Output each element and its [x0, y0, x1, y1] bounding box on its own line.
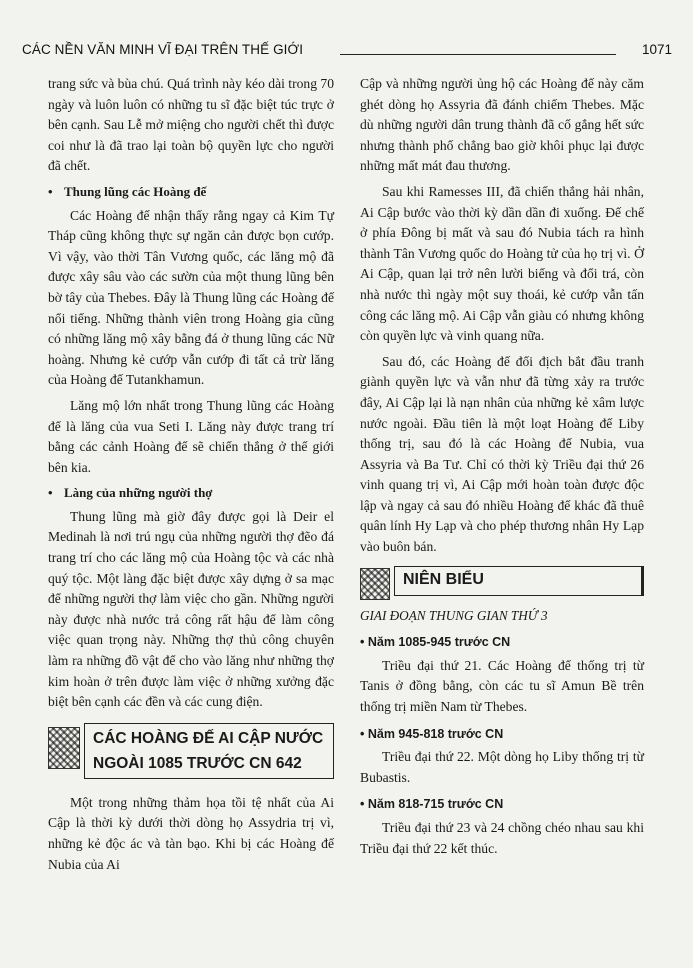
- period-title: GIAI ĐOẠN THUNG GIAN THỨ 3: [360, 607, 548, 623]
- year-heading: • Năm 945-818 trước CN: [360, 726, 504, 741]
- paragraph: Sau khi Ramesses III, đã chiến thắng hải nhân, Ai Cập bước vào thời kỳ dần dần đi xuống. Đế chế ở phía Đông bị mất và sau đó Nubia tách ra hình thành Tân Vương quốc do Hoàng tử của họ trị vì. Ở Ai Cập, quan lại trở nên lười biếng và đổi trá, còn nhà nước thì ngày một suy thoái, kẻ cướp vẫn tấn công các lăng mộ. Ai Cập vẫn giàu có nhưng không còn quyền lực và vinh quang nữa.: [360, 183, 644, 344]
- section-heading: [48, 723, 334, 785]
- paragraph: Thung lũng mà giờ đây được gọi là Deir el Medinah là nơi trú ngụ của những người thợ đẽo đá trang trí cho các lăng mộ của Hoàng tộc và các nhà quý tộc. Một làng đặc biệt được xây dựng ở sa mạc để những người thợ làm việc cho gần. Những người này được nhà nước trả công rất hậu để làm công việc quan trọng này. Những thợ thủ công chuyên làm ra những đồ vật để cho vào lăng như những thợ kim hoàn ở trên được làm việc ở những xưởng đặc biệt bên cạnh các đền và các cung điện.: [48, 508, 334, 710]
- year-heading: • Năm 818-715 trước CN: [360, 797, 504, 812]
- bullet-icon: •: [360, 635, 368, 650]
- paragraph: trang sức và bùa chú. Quá trình này kéo dài trong 70 ngày và luôn luôn có những tu sĩ đặc biệt túc trực ở bên cạnh. Sau Lễ mở miệng cho người chết thì được coi như là đã trao lại toàn bộ quyền lực cho người đã chết.: [48, 76, 334, 174]
- bullet-icon: •: [360, 726, 368, 741]
- left-column: [48, 74, 334, 880]
- paragraph: Triều đại thứ 21. Các Hoàng đế thống trị từ Tanis ở đồng bằng, còn các tu sĩ Amun Bề trên thống trị miền Nam từ Thebes.: [360, 657, 644, 715]
- header-rule: [340, 54, 616, 55]
- paragraph: Các Hoàng đế nhận thấy rằng ngay cả Kim Tự Tháp cũng không thực sự ngăn cản được bọn cướp. Vì vậy, vào thời Tân Vương quốc, các lăng mộ đã được xây sâu vào các sườn của một thung lũng bên bờ tây của Thebes. Đây là Thung lũng các Hoàng đế nổi tiếng. Những thành viên trong Hoàng gia cũng có những lăng mộ xây bằng đá ở thung lũng các Nữ hoàng. Nhưng kẻ cướp vẫn cướp đi tất cả trừ lăng của Hoàng đế Tutankhamun.: [48, 207, 334, 388]
- year-heading: • Năm 1085-945 trước CN: [360, 635, 511, 650]
- paragraph: Một trong những thảm họa tồi tệ nhất của Ai Cập là thời kỳ dưới thời dòng họ Assydria trị vì, những kẻ độc ác và tàn bạo. Khi bị các Hoàng đế Nubia của Ai: [48, 794, 334, 872]
- section-title: CÁC HOÀNG ĐẾ AI CẬP NƯỚC NGOÀI 1085 TRƯỚC CN 642: [84, 723, 334, 779]
- chronology-title: NIÊN BIỂU: [394, 566, 644, 596]
- page-header: [22, 40, 672, 60]
- paragraph: Triều đại thứ 23 và 24 chồng chéo nhau sau khi Triều đại thứ 22 kết thúc.: [360, 820, 644, 856]
- ornament-icon: [360, 568, 390, 600]
- chronology-heading: [360, 566, 644, 602]
- subheading: • Làng của những người thợ: [48, 483, 334, 504]
- paragraph: Cập và những người ủng hộ các Hoàng đế này căm ghét dòng họ Assyria đã đánh chiếm Thebes. Mặc dù những người dân trung thành đã cố gắng hết sức nhưng thành phố chẳng bao giờ khôi phục lại được những mất mát đau thương.: [360, 76, 644, 174]
- paragraph: Lăng mộ lớn nhất trong Thung lũng các Hoàng đế là lăng của vua Seti I. Lăng này được trang trí bằng các cảnh Hoàng đế sẽ chiến thắng ở thế giới bên kia.: [48, 397, 334, 475]
- bullet-icon: •: [48, 485, 53, 501]
- subheading: • Thung lũng các Hoàng đế: [48, 182, 334, 203]
- bullet-icon: •: [48, 183, 53, 199]
- ornament-icon: [48, 727, 80, 769]
- running-title: CÁC NỀN VĂN MINH VĨ ĐẠI TRÊN THẾ GIỚI: [22, 42, 304, 57]
- paragraph: Sau đó, các Hoàng đế đối địch bắt đầu tranh giành quyền lực và vẫn như đã từng xảy ra trước đây, Ai Cập lại là nạn nhân của những kẻ xâm lược nước ngoài. Đầu tiên là một loạt Hoàng đế Liby thống trị, sau đó là các Hoàng đế Nubia, vua Assyria và Ba Tư. Chỉ có thời kỳ Triều đại thứ 26 vinh quang trị vì, Ai Cập mới hoàn toàn được độc lập và ngay cả sau đó nhiều Hoàng đế khác đã thuê quân lính Hy Lạp và cho phép thương nhân Hy Lạp vào buôn bán.: [360, 353, 644, 555]
- bullet-icon: •: [360, 797, 368, 812]
- page-number: 1071: [641, 42, 672, 57]
- right-column: [360, 74, 644, 864]
- paragraph: Triều đại thứ 22. Một dòng họ Liby thống trị từ Bubastis.: [360, 749, 644, 785]
